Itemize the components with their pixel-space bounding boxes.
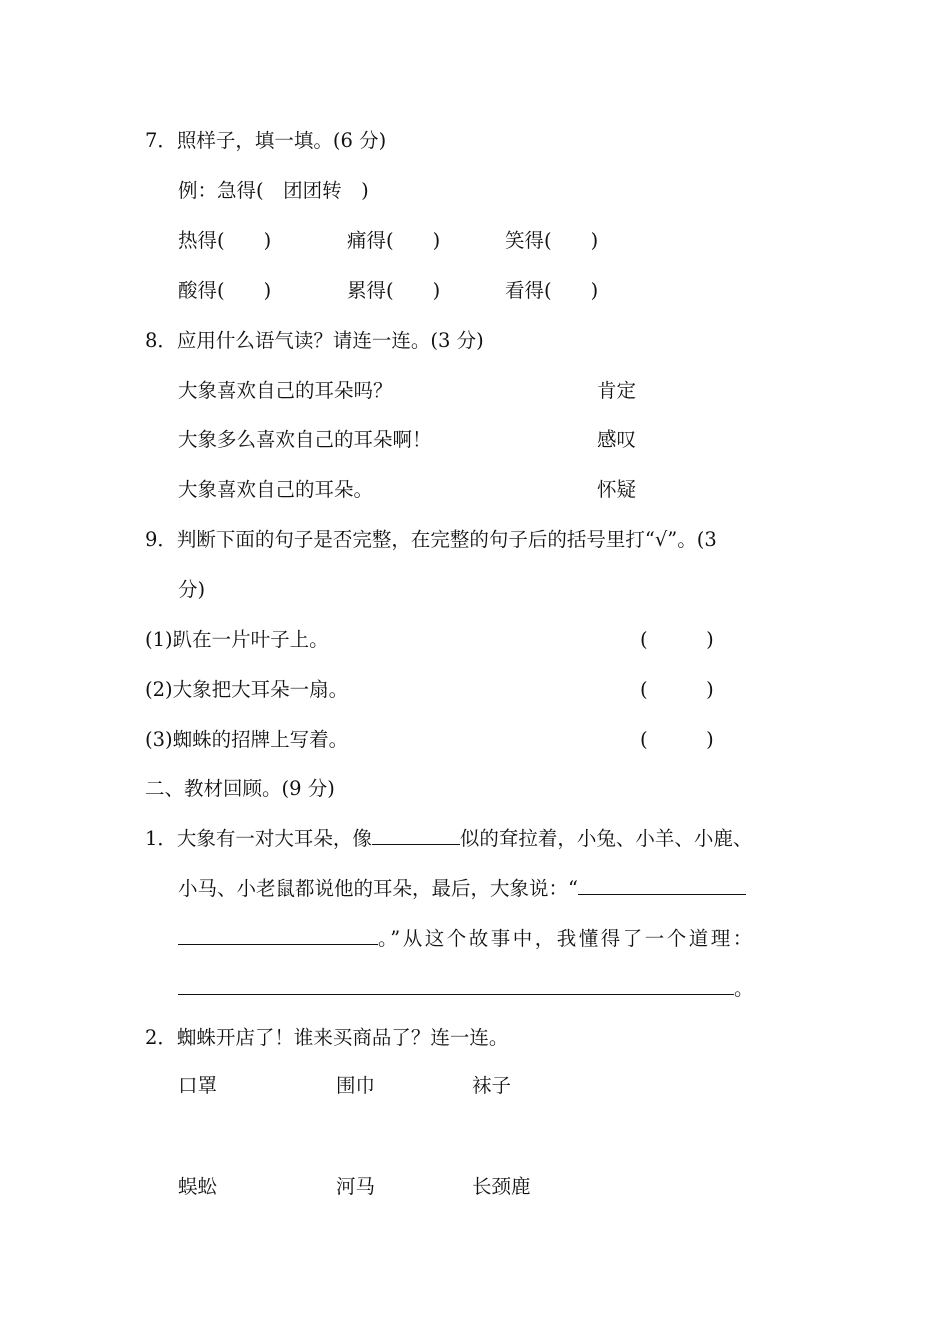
q7-item: 热得( ) xyxy=(178,229,272,252)
fill-blank[interactable] xyxy=(178,976,734,995)
s2q1-text: 1．大象有一对大耳朵，像 xyxy=(145,827,372,850)
q9-answer-bracket[interactable]: ( ) xyxy=(640,678,714,701)
q8-tone: 肯定 xyxy=(597,379,637,402)
s2q2-good: 围巾 xyxy=(336,1074,376,1097)
q7-item: 笑得( ) xyxy=(505,229,599,252)
s2q2-title: 2．蜘蛛开店了！谁来买商品了？连一连。 xyxy=(145,1026,509,1049)
q8-title: 8．应用什么语气读？请连一连。(3 分) xyxy=(145,329,484,352)
fill-blank[interactable] xyxy=(578,876,746,895)
fill-blank[interactable] xyxy=(372,826,460,845)
section2-title: 二、教材回顾。(9 分) xyxy=(145,777,335,800)
q7-example: 例：急得( 团团转 ) xyxy=(178,179,369,202)
q8-sentence: 大象喜欢自己的耳朵吗？ xyxy=(178,379,393,402)
q9-item: (2)大象把大耳朵一扇。 xyxy=(145,678,349,701)
q7-item: 看得( ) xyxy=(505,279,599,302)
q9-title: 9．判断下面的句子是否完整，在完整的句子后的括号里打“√”。(3 xyxy=(145,528,717,551)
q9-answer-bracket[interactable]: ( ) xyxy=(640,628,714,651)
s2q1-text: 小马、小老鼠都说他的耳朵，最后，大象说：“ xyxy=(178,877,578,900)
q7-title: 7．照样子，填一填。(6 分) xyxy=(145,129,387,152)
s2q2-good: 口罩 xyxy=(178,1074,218,1097)
s2q2-buyer: 长颈鹿 xyxy=(472,1175,531,1198)
s2q1-line1 xyxy=(145,826,752,852)
q8-sentence: 大象喜欢自己的耳朵。 xyxy=(178,478,374,501)
q9-title-cont: 分) xyxy=(178,578,206,601)
s2q1-line4 xyxy=(178,976,754,1002)
s2q1-text: 。 xyxy=(734,977,754,1000)
q7-item: 痛得( ) xyxy=(347,229,441,252)
q9-item: (1)趴在一片叶子上。 xyxy=(145,628,329,651)
q7-item: 累得( ) xyxy=(347,279,441,302)
s2q1-text: 似的耷拉着，小兔、小羊、小鹿、 xyxy=(459,827,753,850)
q8-tone: 感叹 xyxy=(597,428,637,451)
q9-answer-bracket[interactable]: ( ) xyxy=(640,728,714,751)
s2q2-good: 袜子 xyxy=(472,1074,512,1097)
s2q2-buyer: 蜈蚣 xyxy=(178,1175,218,1198)
q7-item: 酸得( ) xyxy=(178,279,272,302)
q8-tone: 怀疑 xyxy=(597,478,637,501)
s2q2-buyer: 河马 xyxy=(336,1175,376,1198)
s2q1-line3 xyxy=(178,926,755,952)
s2q1-line2 xyxy=(178,876,746,902)
q8-sentence: 大象多么喜欢自己的耳朵啊！ xyxy=(178,428,432,451)
q9-item: (3)蜘蛛的招牌上写着。 xyxy=(145,728,349,751)
fill-blank[interactable] xyxy=(178,926,378,945)
s2q1-text: 。”从这个故事中，我懂得了一个道理： xyxy=(378,927,755,950)
